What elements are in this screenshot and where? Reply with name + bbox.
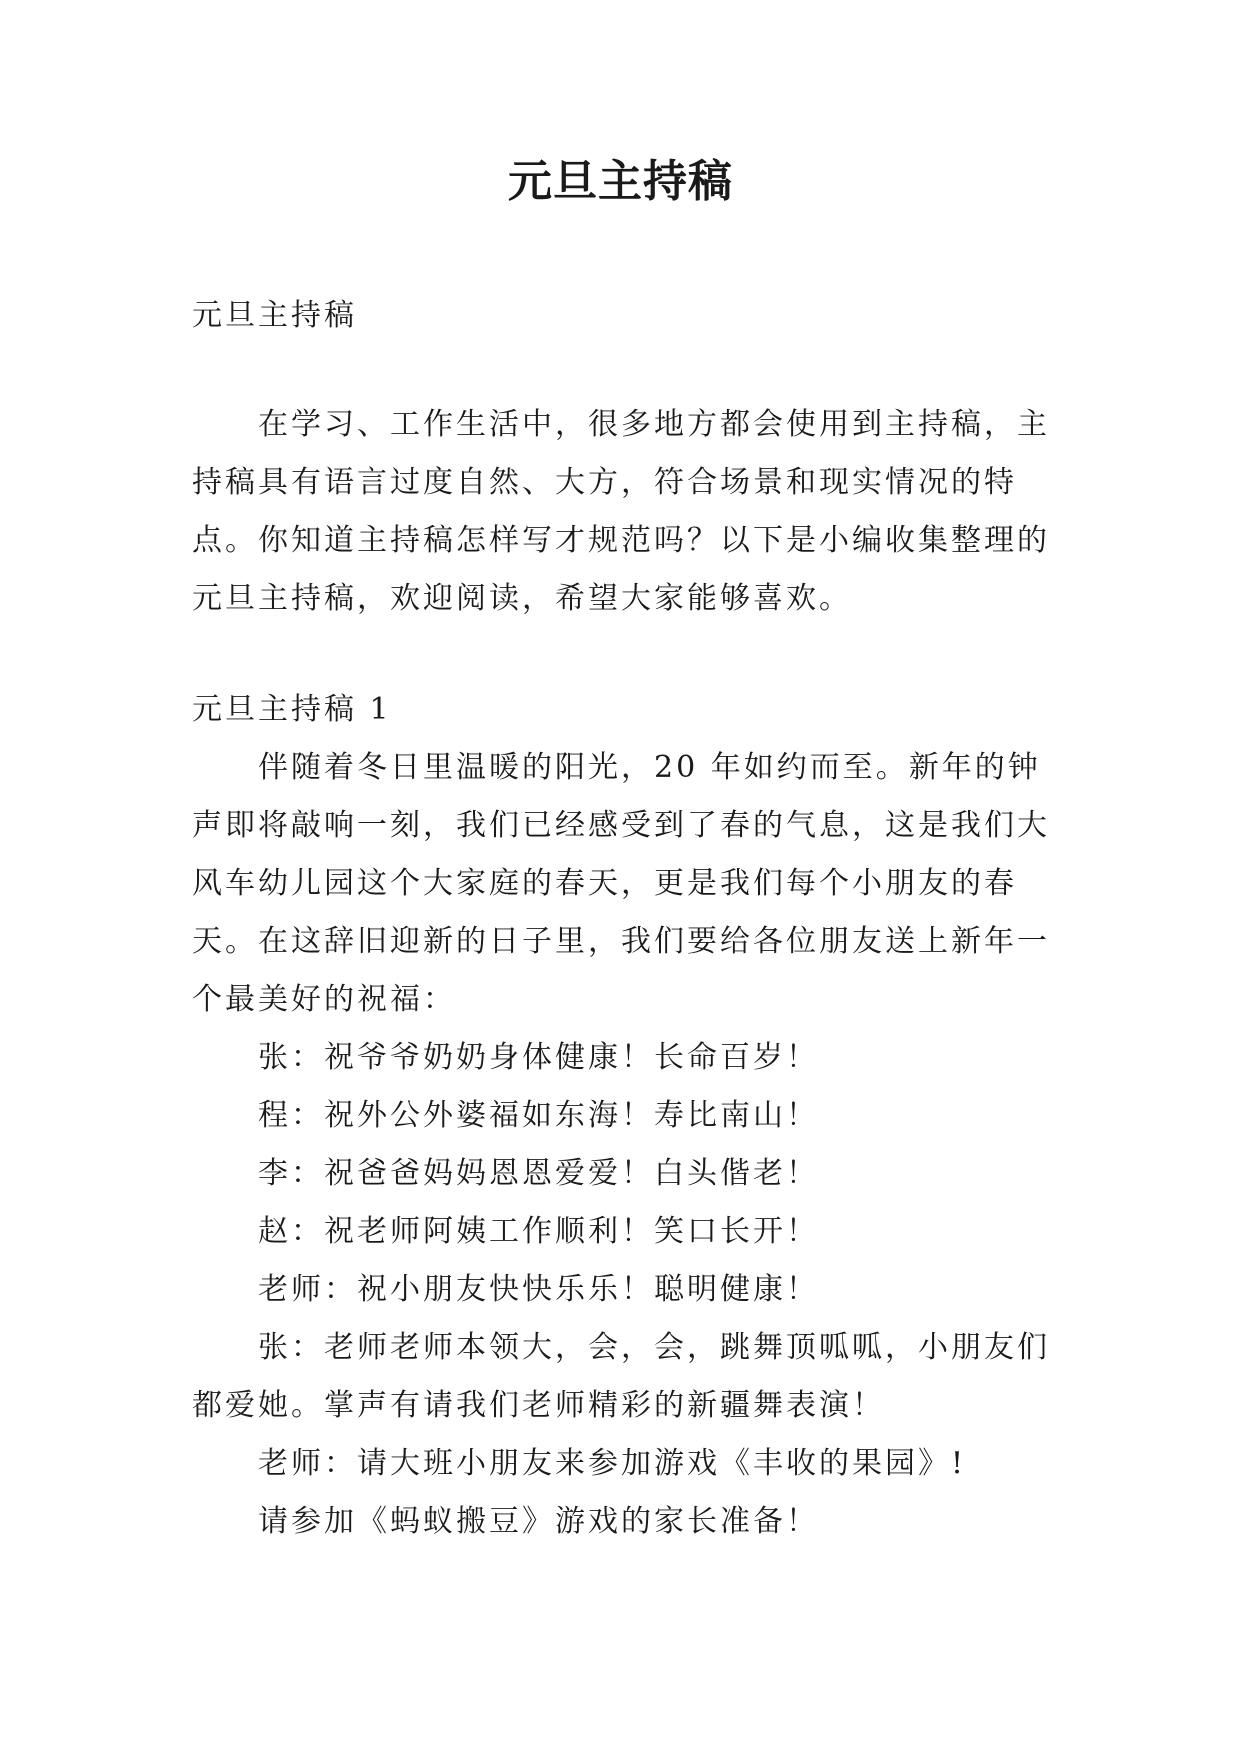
greeting-line-zhang: 张：祝爷爷奶奶身体健康！长命百岁！ <box>258 1040 819 1075</box>
greeting-line-zhao: 赵：祝老师阿姨工作顺利！笑口长开！ <box>258 1214 819 1249</box>
greeting-line-li: 李：祝爸爸妈妈恩恩爱爱！白头偕老！ <box>258 1156 819 1191</box>
intro-paragraph: 在学习、工作生活中，很多地方都会使用到主持稿，主持稿具有语言过度自然、大方，符合场景和现实情况的特点。你知道主持稿怎样写才规范吗？以下是小编收集整理的元旦主持稿，欢迎阅读，希望大家能够喜欢。 <box>192 407 1050 616</box>
dialogue-paragraph-zhang: 张：老师老师本领大，会，会，跳舞顶呱呱，小朋友们都爱她。掌声有请我们老师精彩的新疆舞表演！ <box>192 1330 1050 1423</box>
body-paragraph: 伴随着冬日里温暖的阳光，20 年如约而至。新年的钟声即将敲响一刻，我们已经感受到了春的气息，这是我们大风车幼儿园这个大家庭的春天，更是我们每个小朋友的春天。在这辞旧迎新的日子里，我们要给各位朋友送上新年一个最美好的祝福： <box>192 750 1050 1017</box>
section-title: 元旦主持稿 1 <box>192 692 392 727</box>
dialogue-line-parents: 请参加《蚂蚁搬豆》游戏的家长准备！ <box>258 1504 819 1539</box>
greeting-line-cheng: 程：祝外公外婆福如东海！寿比南山！ <box>258 1098 819 1133</box>
document-title: 元旦主持稿 <box>508 156 733 207</box>
document-subtitle: 元旦主持稿 <box>192 298 357 333</box>
dialogue-line-teacher: 老师：请大班小朋友来参加游戏《丰收的果园》! <box>258 1446 967 1481</box>
document-body <box>192 287 1062 1551</box>
greeting-line-teacher: 老师：祝小朋友快快乐乐！聪明健康！ <box>258 1272 819 1307</box>
